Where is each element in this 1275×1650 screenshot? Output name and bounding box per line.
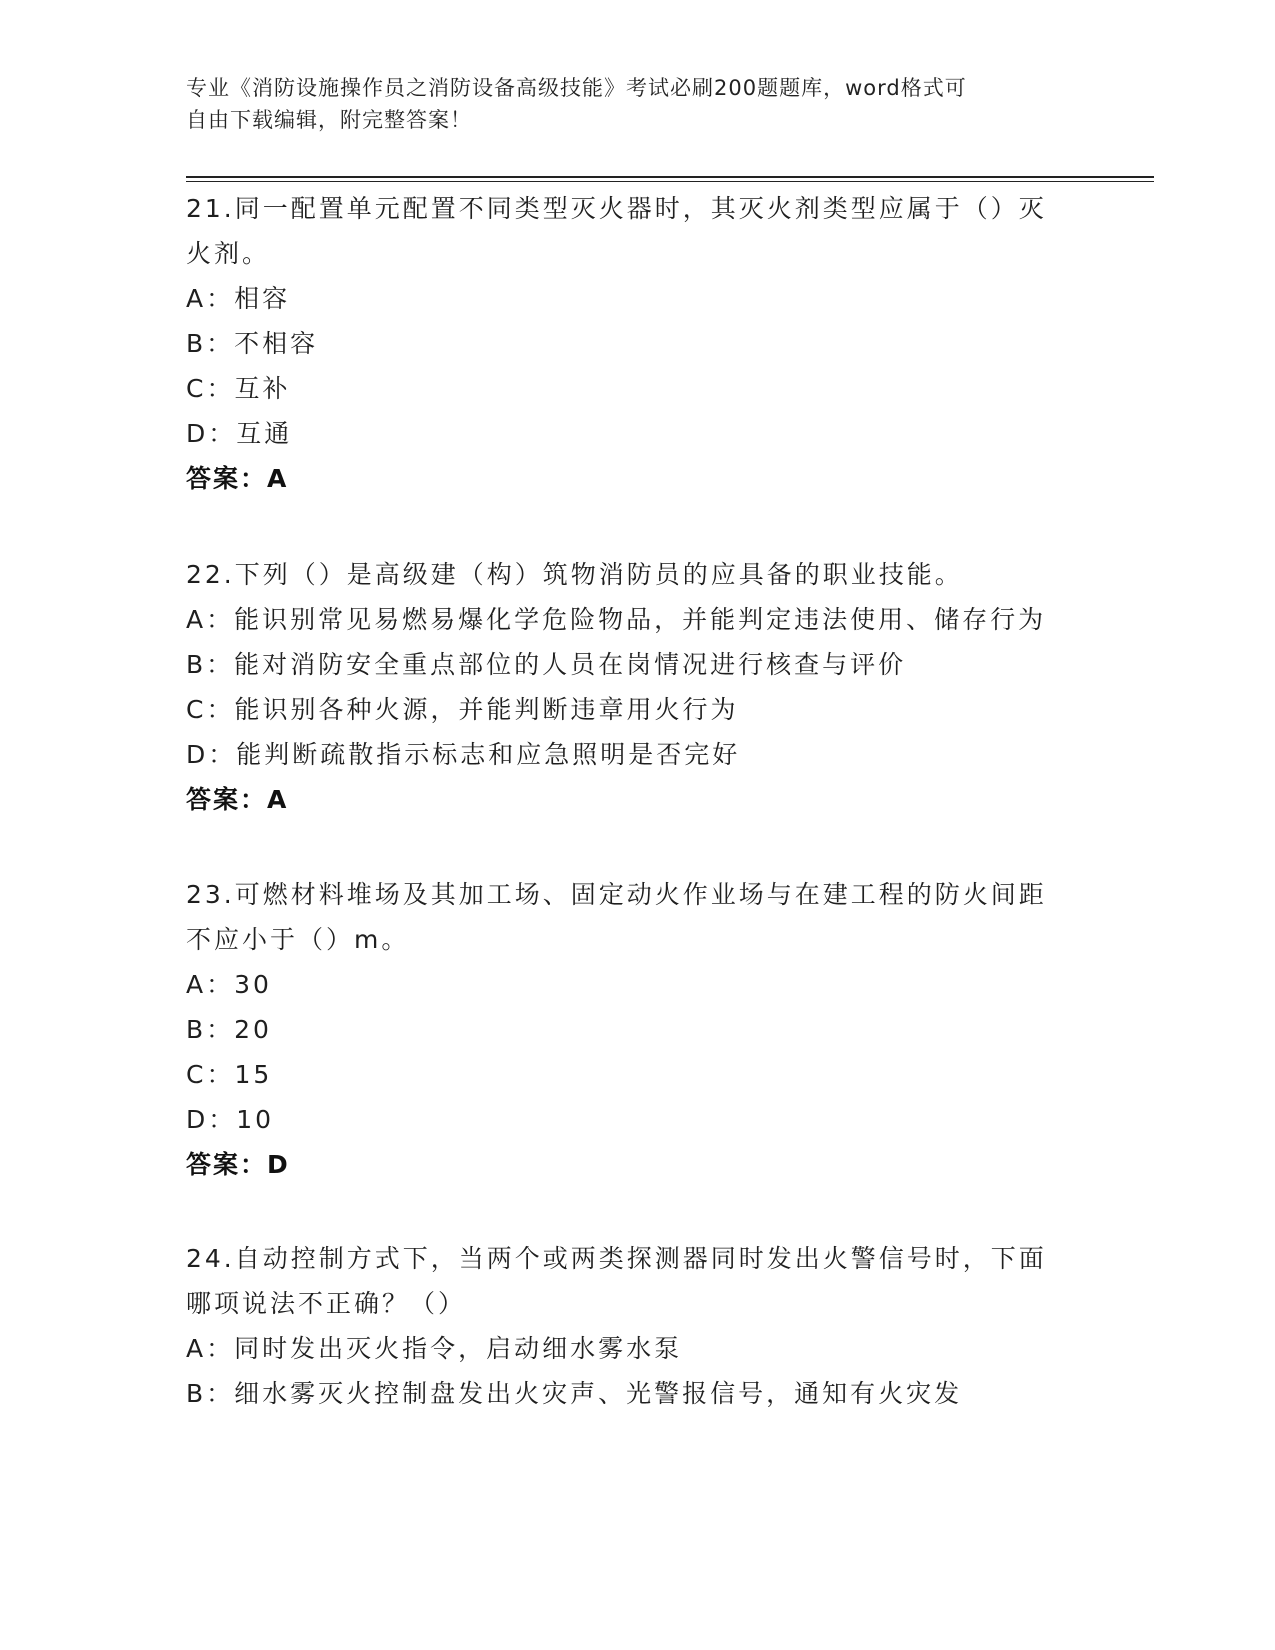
option-a: A：同时发出灭火指令，启动细水雾水泵: [186, 1334, 683, 1363]
option-c: C：能识别各种火源，并能判断违章用火行为: [186, 695, 739, 724]
question-stem: 22.下列（）是高级建（构）筑物消防员的应具备的职业技能。: [186, 560, 963, 589]
answer: 答案：A: [186, 464, 289, 493]
question-21: [186, 186, 1086, 501]
question-stem: 21.同一配置单元配置不同类型灭火器时，其灭火剂类型应属于（）灭: [186, 194, 1047, 223]
answer: 答案：D: [186, 1150, 290, 1179]
option-d: D：10: [186, 1105, 275, 1134]
question-stem: 23.可燃材料堆场及其加工场、固定动火作业场与在建工程的防火间距: [186, 880, 1047, 909]
header-line-2: 自由下载编辑，附完整答案！: [186, 108, 472, 132]
option-b: B：不相容: [186, 329, 319, 358]
header-divider: [186, 176, 1154, 182]
option-d: D：能判断疏散指示标志和应急照明是否完好: [186, 740, 741, 769]
question-stem: 24.自动控制方式下，当两个或两类探测器同时发出火警信号时，下面: [186, 1244, 1047, 1273]
question-stem-continued: 哪项说法不正确？（）: [186, 1289, 467, 1318]
question-23: [186, 872, 1086, 1187]
answer: 答案：A: [186, 785, 289, 814]
option-c: C：15: [186, 1060, 273, 1089]
question-24: [186, 1236, 1086, 1416]
document-header: [186, 72, 1066, 136]
option-c: C：互补: [186, 374, 291, 403]
option-a: A：能识别常见易燃易爆化学危险物品，并能判定违法使用、储存行为: [186, 605, 1047, 634]
option-a: A：相容: [186, 284, 291, 313]
option-b: B：能对消防安全重点部位的人员在岗情况进行核查与评价: [186, 650, 907, 679]
question-stem-continued: 不应小于（）m。: [186, 925, 410, 954]
option-b: B：20: [186, 1015, 272, 1044]
question-stem-continued: 火剂。: [186, 239, 271, 268]
question-22: [186, 552, 1086, 822]
option-d: D：互通: [186, 419, 293, 448]
option-a: A：30: [186, 970, 272, 999]
header-line-1: 专业《消防设施操作员之消防设备高级技能》考试必刷200题题库，word格式可: [186, 76, 967, 100]
option-b: B：细水雾灭火控制盘发出火灾声、光警报信号，通知有火灾发: [186, 1379, 963, 1408]
